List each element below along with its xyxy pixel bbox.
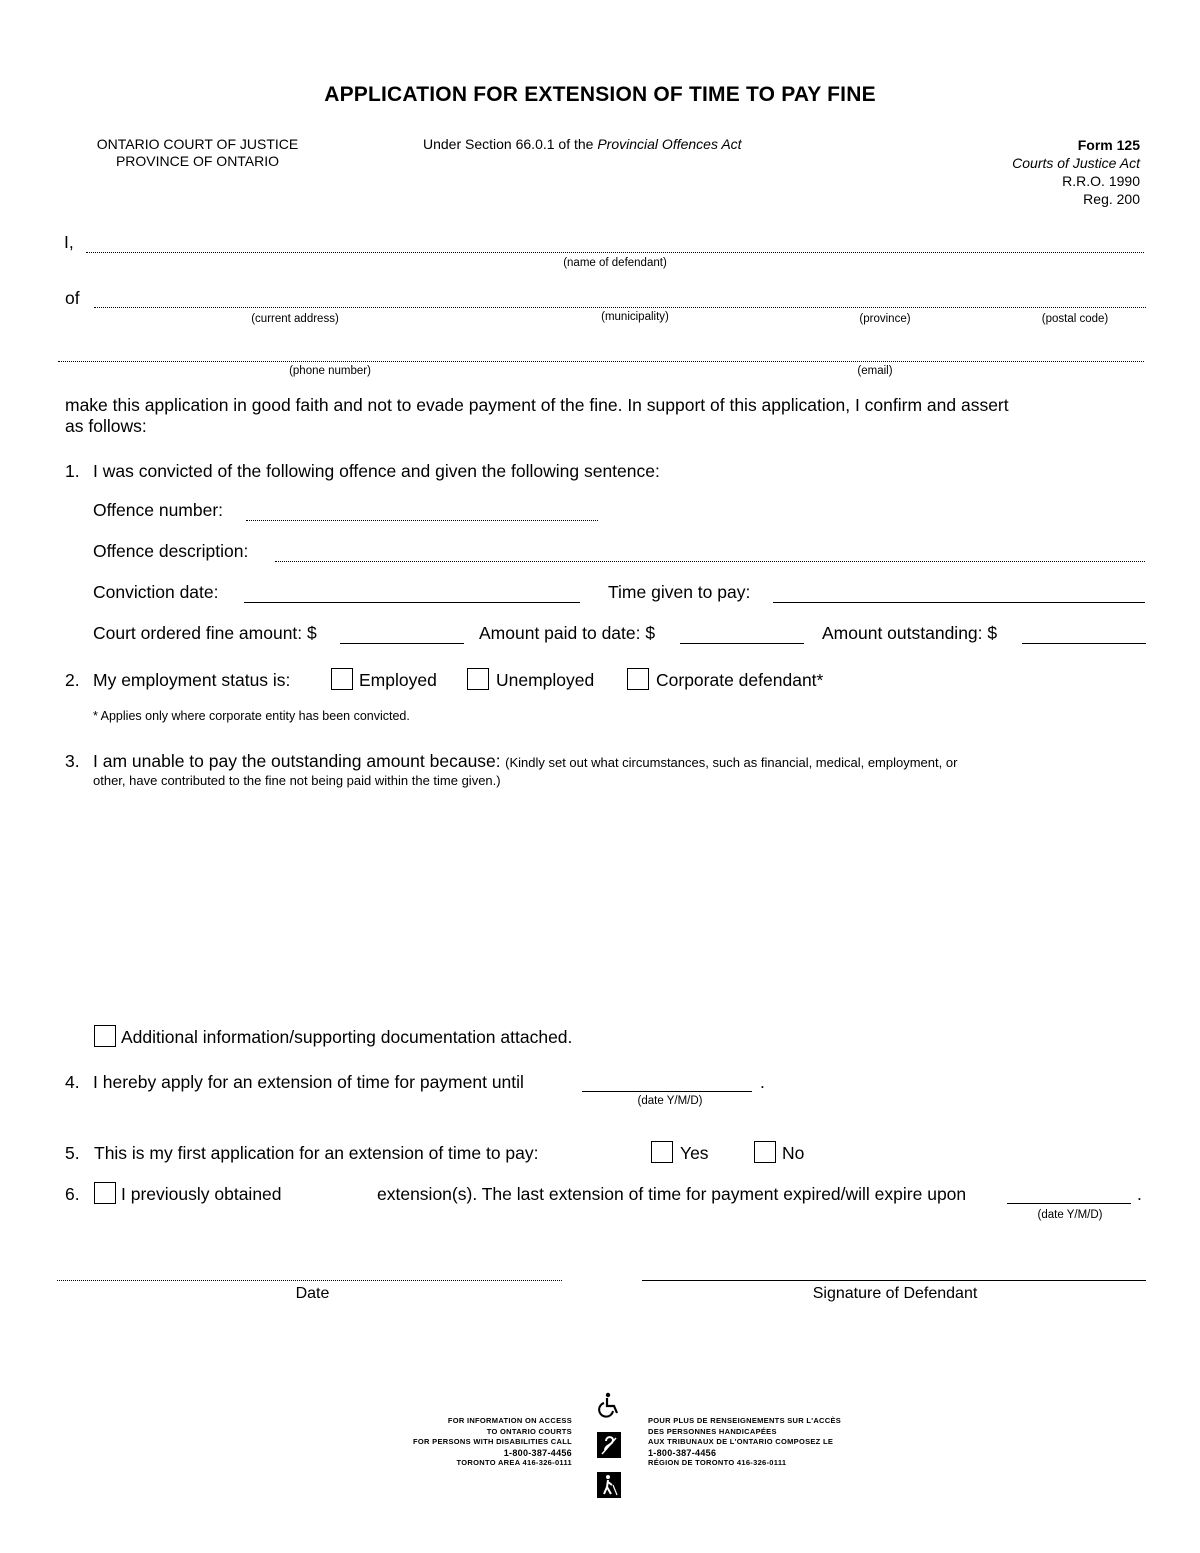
no-label: No (782, 1143, 805, 1163)
item-1-number: 1. (65, 461, 80, 481)
statute-prefix: Under Section 66.0.1 of the (423, 136, 598, 152)
previous-expiry-line (1007, 1203, 1131, 1204)
item-3-hint-2: other, have contributed to the fine not being paid within the time given.) (93, 773, 501, 788)
footer-fr-line-5: RÉGION DE TORONTO 416-326-0111 (648, 1458, 787, 1467)
offence-number-label: Offence number: (93, 500, 224, 520)
employed-label: Employed (359, 670, 437, 690)
amount-paid-input[interactable] (682, 625, 802, 643)
amount-paid-label: Amount paid to date: $ (479, 623, 656, 643)
time-given-input[interactable] (775, 584, 1143, 602)
item-6-text-before: I previously obtained (121, 1184, 282, 1204)
item-6-text-after: extension(s). The last extension of time for payment expired/will expire upon (377, 1184, 967, 1204)
extension-count-input[interactable] (300, 1186, 370, 1204)
blind-person-icon (597, 1472, 621, 1498)
wheelchair-icon (597, 1392, 621, 1418)
court-name (80, 136, 315, 170)
amount-outstanding-label: Amount outstanding: $ (822, 623, 998, 643)
item-6-date-caption: (date Y/M/D) (1037, 1209, 1103, 1221)
item-2-number: 2. (65, 670, 80, 690)
conviction-date-input[interactable] (246, 584, 578, 602)
corporate-footnote: * Applies only where corporate entity has been convicted. (93, 709, 410, 723)
yes-label: Yes (680, 1143, 709, 1163)
contact-line (58, 361, 1144, 362)
corporate-checkbox[interactable] (627, 668, 649, 690)
form-rro: R.R.O. 1990 (1062, 173, 1140, 189)
item-3-text-block (93, 751, 957, 773)
hearing-icon (597, 1432, 621, 1458)
item-5-text: This is my first application for an extension of time to pay: (94, 1143, 539, 1163)
fine-amount-input[interactable] (342, 625, 462, 643)
amount-paid-line (680, 643, 804, 644)
item-5-number: 5. (65, 1143, 80, 1163)
item-2-text: My employment status is: (93, 670, 291, 690)
footer-fr-line-2: DES PERSONNES HANDICAPÉES (648, 1426, 777, 1436)
form-reference (940, 136, 1140, 208)
employed-checkbox[interactable] (331, 668, 353, 690)
previous-expiry-input[interactable] (1009, 1185, 1129, 1203)
municipality-input[interactable] (520, 289, 810, 307)
reasons-textarea[interactable] (93, 800, 1143, 1012)
item-4-date-caption: (date Y/M/D) (637, 1095, 703, 1107)
footer-french (648, 1416, 841, 1469)
footer-en-line-1: FOR INFORMATION ON ACCESS (447, 1416, 572, 1425)
footer-en-line-3: FOR PERSONS WITH DISABILITIES CALL (413, 1437, 572, 1446)
footer-fr-line-1: POUR PLUS DE RENSEIGNEMENTS SUR L'ACCÈS (648, 1416, 842, 1425)
postal-code-caption: (postal code) (1041, 313, 1109, 325)
footer-english (380, 1416, 572, 1469)
conviction-date-line (244, 602, 580, 603)
unemployed-label: Unemployed (496, 670, 595, 690)
email-input[interactable] (600, 343, 1140, 361)
form-reg: Reg. 200 (1083, 191, 1140, 207)
form-title: APPLICATION FOR EXTENSION OF TIME TO PAY FINE (324, 83, 876, 106)
amount-outstanding-input[interactable] (1024, 625, 1144, 643)
name-line (86, 252, 1144, 253)
province-caption: (province) (859, 313, 911, 325)
offence-description-label: Offence description: (93, 541, 249, 561)
address-line (94, 307, 1146, 308)
offence-number-input[interactable] (248, 502, 596, 520)
of-label: of (65, 288, 80, 308)
time-given-line (773, 602, 1145, 603)
email-caption: (email) (857, 365, 893, 377)
item-3-text: I am unable to pay the outstanding amount because: (93, 751, 501, 771)
statute-reference (423, 136, 742, 152)
signature-label: Signature of Defendant (812, 1285, 978, 1302)
postal-code-input[interactable] (970, 289, 1140, 307)
signature-date-input[interactable] (60, 1262, 560, 1280)
province-input[interactable] (815, 289, 965, 307)
item-3-number: 3. (65, 751, 80, 771)
item-4-period: . (760, 1072, 765, 1092)
footer-en-line-4: 1-800-387-4456 (503, 1447, 572, 1458)
offence-number-line (246, 520, 598, 521)
form-number: Form 125 (1077, 137, 1140, 153)
corporate-label: Corporate defendant* (656, 670, 824, 690)
attached-label: Additional information/supporting documentation attached. (121, 1027, 573, 1047)
fine-amount-label: Court ordered fine amount: $ (93, 623, 317, 643)
court-line-2: PROVINCE OF ONTARIO (115, 153, 280, 169)
date-label: Date (295, 1285, 330, 1302)
name-caption: (name of defendant) (563, 257, 667, 269)
offence-description-input[interactable] (277, 543, 1143, 561)
form-act: Courts of Justice Act (1012, 155, 1140, 171)
phone-input[interactable] (60, 343, 580, 361)
attached-checkbox[interactable] (94, 1025, 116, 1047)
signature-line (642, 1280, 1146, 1281)
extension-date-line (582, 1091, 752, 1092)
item-4-number: 4. (65, 1072, 80, 1092)
i-label: I, (64, 232, 74, 252)
date-signature-line (57, 1280, 562, 1281)
statute-act: Provincial Offences Act (597, 136, 742, 152)
item-6-period: . (1137, 1184, 1142, 1204)
unemployed-checkbox[interactable] (467, 668, 489, 690)
footer-en-line-2: TO ONTARIO COURTS (486, 1426, 572, 1436)
item-6-number: 6. (65, 1184, 80, 1204)
item-1-text: I was convicted of the following offence and given the following sentence: (93, 461, 660, 481)
intro-paragraph (65, 395, 1009, 437)
extension-date-input[interactable] (584, 1073, 750, 1091)
offence-description-line (275, 561, 1145, 562)
municipality-caption: (municipality) (601, 311, 669, 323)
amount-outstanding-line (1022, 643, 1146, 644)
defendant-name-input[interactable] (90, 234, 1140, 252)
time-given-label: Time given to pay: (608, 582, 751, 602)
previous-extension-checkbox[interactable] (94, 1182, 116, 1204)
court-line-1: ONTARIO COURT OF JUSTICE (96, 136, 299, 152)
footer-fr-line-4: 1-800-387-4456 (648, 1447, 717, 1458)
conviction-date-label: Conviction date: (93, 582, 219, 602)
first-application-no-checkbox[interactable] (754, 1141, 776, 1163)
footer-fr-line-3: AUX TRIBUNAUX DE L'ONTARIO COMPOSEZ LE (648, 1437, 834, 1446)
address-caption: (current address) (251, 313, 339, 325)
first-application-yes-checkbox[interactable] (651, 1141, 673, 1163)
address-input[interactable] (96, 289, 516, 307)
phone-caption: (phone number) (289, 365, 371, 377)
fine-amount-line (340, 643, 464, 644)
footer-en-line-5: TORONTO AREA 416-326-0111 (456, 1458, 572, 1467)
intro-line-2: as follows: (65, 416, 147, 436)
item-3-hint-1: (Kindly set out what circumstances, such as financial, medical, employment, or (505, 755, 958, 770)
item-4-text: I hereby apply for an extension of time for payment until (93, 1072, 524, 1092)
intro-line-1: make this application in good faith and not to evade payment of the fine. In support of this application, I confirm and assert (65, 395, 1009, 415)
